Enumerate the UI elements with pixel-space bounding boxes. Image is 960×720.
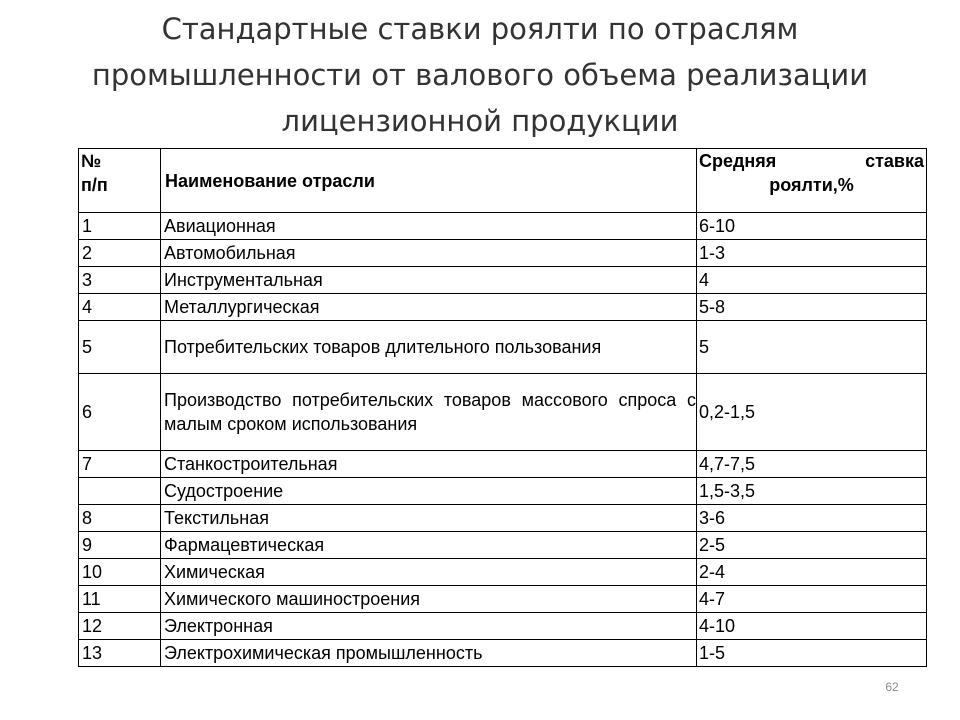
table-row bbox=[79, 505, 927, 532]
industry-name: Электрохимическая промышленность bbox=[161, 640, 697, 667]
row-number: 10 bbox=[79, 559, 161, 586]
industry-name: Авиационная bbox=[161, 213, 697, 240]
row-number: 7 bbox=[79, 451, 161, 478]
header-number-abbrev: п/п bbox=[81, 175, 108, 195]
table-row bbox=[79, 294, 927, 321]
industry-name: Электронная bbox=[161, 613, 697, 640]
slide-title bbox=[40, 6, 920, 144]
royalty-rate: 4,7-7,5 bbox=[697, 451, 927, 478]
row-number: 3 bbox=[79, 267, 161, 294]
slide-title-line-1: Стандартные ставки роялти по отраслям bbox=[161, 12, 799, 46]
table-row bbox=[79, 321, 927, 374]
royalty-rate: 5-8 bbox=[697, 294, 927, 321]
industry-name: Автомобильная bbox=[161, 240, 697, 267]
royalty-rate: 1-5 bbox=[697, 640, 927, 667]
table-row bbox=[79, 267, 927, 294]
table-header-row bbox=[79, 149, 927, 213]
row-number: 12 bbox=[79, 613, 161, 640]
royalty-rate: 3-6 bbox=[697, 505, 927, 532]
industry-name: Химическая bbox=[161, 559, 697, 586]
royalty-rate: 5 bbox=[697, 321, 927, 374]
table-row bbox=[79, 640, 927, 667]
table-row bbox=[79, 478, 927, 505]
header-number bbox=[79, 149, 161, 213]
royalty-rate: 0,2-1,5 bbox=[697, 374, 927, 451]
table-row bbox=[79, 451, 927, 478]
row-number: 6 bbox=[79, 374, 161, 451]
industry-name: Химического машиностроения bbox=[161, 586, 697, 613]
row-number: 13 bbox=[79, 640, 161, 667]
row-number: 1 bbox=[79, 213, 161, 240]
royalty-rate: 2-4 bbox=[697, 559, 927, 586]
row-number: 5 bbox=[79, 321, 161, 374]
table-row bbox=[79, 613, 927, 640]
industry-name: Фармацевтическая bbox=[161, 532, 697, 559]
royalty-rate: 2-5 bbox=[697, 532, 927, 559]
header-average-rate bbox=[697, 149, 927, 213]
table-body bbox=[79, 213, 927, 667]
industry-name: Станкостроительная bbox=[161, 451, 697, 478]
table-row bbox=[79, 586, 927, 613]
industry-name: Металлургическая bbox=[161, 294, 697, 321]
row-number: 2 bbox=[79, 240, 161, 267]
industry-name: Текстильная bbox=[161, 505, 697, 532]
royalty-rate: 1,5-3,5 bbox=[697, 478, 927, 505]
slide-title-line-3: лицензионной продукции bbox=[281, 104, 679, 138]
industry-name: Судостроение bbox=[161, 478, 697, 505]
row-number: 8 bbox=[79, 505, 161, 532]
header-industry-name: Наименование отрасли bbox=[161, 149, 697, 213]
royalty-rate: 4-10 bbox=[697, 613, 927, 640]
industry-name: Производство потребительских товаров массового спроса с малым сроком использования bbox=[161, 374, 697, 451]
header-number-symbol: № bbox=[81, 151, 102, 171]
table-row bbox=[79, 559, 927, 586]
table-row bbox=[79, 213, 927, 240]
row-number: 4 bbox=[79, 294, 161, 321]
royalty-rate: 4-7 bbox=[697, 586, 927, 613]
royalty-rate: 4 bbox=[697, 267, 927, 294]
row-number: 9 bbox=[79, 532, 161, 559]
royalty-rates-table bbox=[78, 148, 927, 667]
royalty-rate: 1-3 bbox=[697, 240, 927, 267]
header-rate-line-1: Средняя ставка bbox=[699, 151, 924, 171]
row-number: 11 bbox=[79, 586, 161, 613]
row-number bbox=[79, 478, 161, 505]
table-row bbox=[79, 374, 927, 451]
table-row bbox=[79, 240, 927, 267]
table-row bbox=[79, 532, 927, 559]
slide-title-line-2: промышленности от валового объема реализации bbox=[91, 58, 869, 92]
industry-name: Инструментальная bbox=[161, 267, 697, 294]
header-rate-line-2: роялти,% bbox=[769, 175, 854, 195]
industry-name: Потребительских товаров длительного пользования bbox=[161, 321, 697, 374]
page-number: 62 bbox=[885, 680, 899, 694]
royalty-rate: 6-10 bbox=[697, 213, 927, 240]
